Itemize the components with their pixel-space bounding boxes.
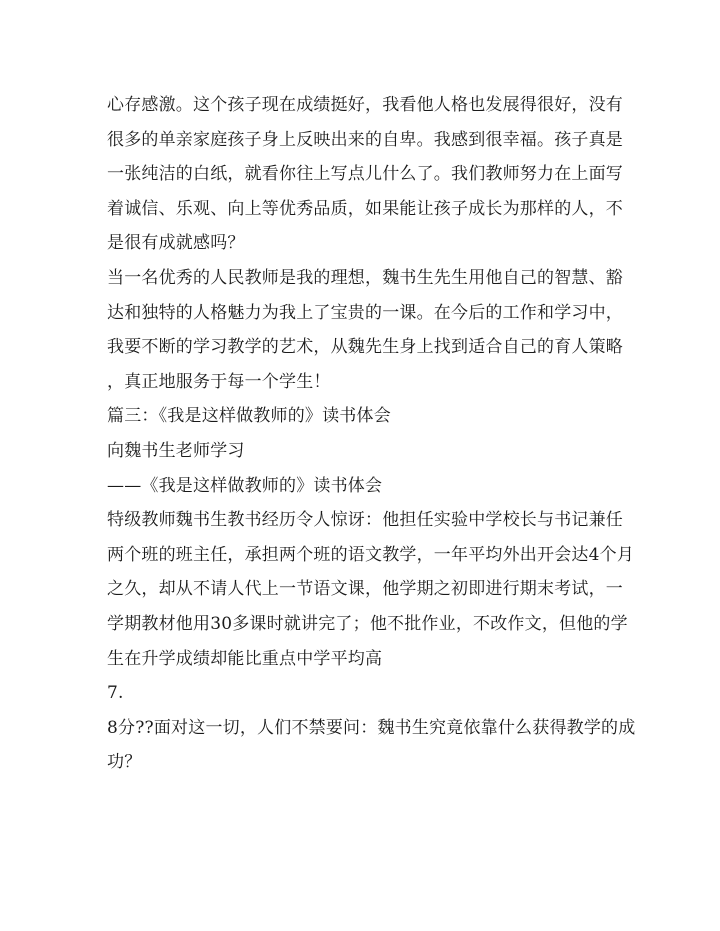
text-line: 很多的单亲家庭孩子身上反映出来的自卑。我感到很幸福。孩子真是 <box>107 129 623 150</box>
text-line: 心存感激。这个孩子现在成绩挺好，我看他人格也发展得很好，没有 <box>107 95 623 115</box>
article-subtitle: ——《我是这样做教师的》读书体会 <box>107 475 383 496</box>
text-line: 学期教材他用30多课时就讲完了；他不批作业，不改作文，但他的学 <box>107 613 628 634</box>
text-line: 生在升学成绩却能比重点中学平均高 <box>107 648 383 669</box>
text-line: 着诚信、乐观、向上等优秀品质，如果能让孩子成长为那样的人，不 <box>107 198 623 219</box>
text-line: 8分??面对这一切，人们不禁要问：魏书生究竟依靠什么获得教学的成 <box>107 717 636 738</box>
text-line: 功？ <box>107 752 142 773</box>
text-line: 特级教师魏书生教书经历令人惊讶：他担任实验中学校长与书记兼任 <box>107 510 623 531</box>
document-page <box>107 92 636 784</box>
text-line: 是很有成就感吗？ <box>107 233 245 254</box>
text-line: 7. <box>107 683 124 704</box>
text-line: 当一名优秀的人民教师是我的理想，魏书生先生用他自己的智慧、豁 <box>107 267 623 288</box>
text-line: 一张纯洁的白纸，就看你往上写点儿什么了。我们教师努力在上面写 <box>107 164 623 185</box>
text-line: 达和独特的人格魅力为我上了宝贵的一课。在今后的工作和学习中， <box>107 302 623 323</box>
text-line: 之久，却从不请人代上一节语文课，他学期之初即进行期末考试，一 <box>107 579 623 600</box>
text-line: 两个班的班主任，承担两个班的语文教学，一年平均外出开会达4个月 <box>107 544 635 565</box>
section-heading: 篇三：《我是这样做教师的》读书体会 <box>107 406 391 427</box>
text-line: 我要不断的学习教学的艺术，从魏先生身上找到适合自己的育人策略 <box>107 337 623 358</box>
article-title: 向魏书生老师学习 <box>107 440 245 461</box>
text-line: ，真正地服务于每一个学生！ <box>107 371 331 392</box>
